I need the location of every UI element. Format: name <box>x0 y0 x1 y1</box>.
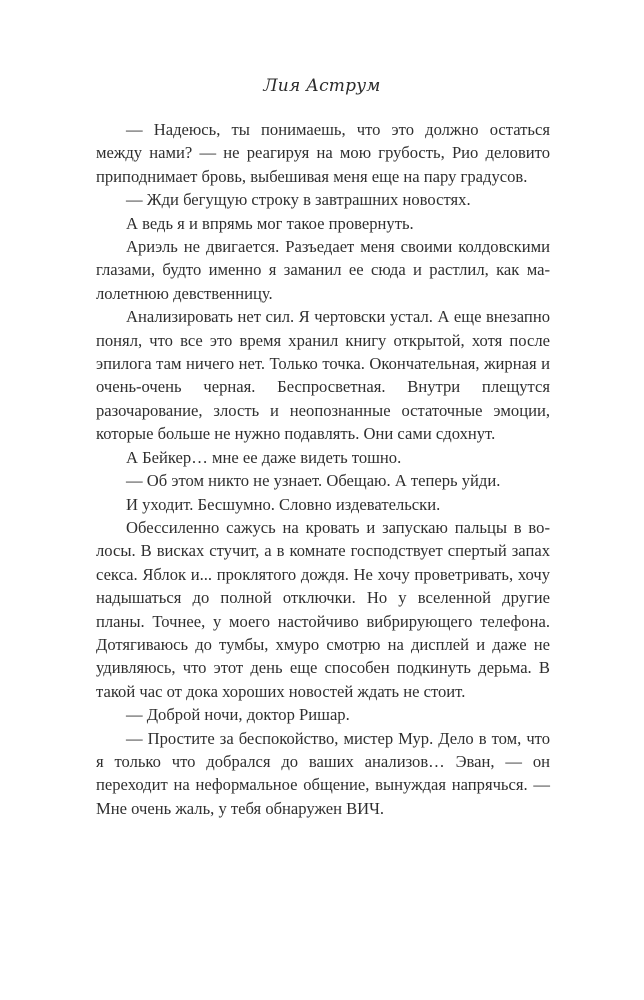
running-head-author: Лия Аструм <box>263 76 381 96</box>
paragraph: Анализировать нет сил. Я чертовски устал. А еще внезапно понял, что все это время хранил книгу открытой, хотя после эпилога там ничего нет. Только точка. Окончательная, жирная и очень-очень черная. Беспросветная. Внутри плещутся разочарование, злость и неопознанные остаточные эмоции, которые больше не нужно подавлять. Они сами сдохнут. <box>96 307 550 444</box>
paragraph: Обессиленно сажусь на кровать и запускаю пальцы в волосы. В висках стучит, а в комнате господствует спертый запах секса. Яблок и... проклятого дождя. Не хочу проветривать, хочу надышаться до полной отключки. Но у вселенной другие планы. Точнее, у моего настойчиво вибрирующего телефона. Дотягиваюсь до тумбы, хмуро смотрю на дисплей и даже не удивляюсь, что этот день еще способен подкинуть дерьма. В такой час от дока хороших новостей ждать не стоит. <box>96 517 550 701</box>
text-body <box>96 118 550 820</box>
paragraph: — Простите за беспокойство, мистер Мур. Дело в том, что я только что добрался до ваших анализов… Эван, — он переходит на неформальное общение, вынуждая напрячься. — Мне очень жаль, у тебя обнаружен ВИЧ. <box>96 728 550 818</box>
paragraph: И уходит. Бесшумно. Словно издевательски. <box>126 494 441 514</box>
paragraph: — Доброй ночи, доктор Ришар. <box>126 705 350 725</box>
paragraph: А ведь я и впрямь мог такое провернуть. <box>126 213 414 233</box>
paragraph: А Бейкер… мне ее даже видеть тошно. <box>126 447 402 467</box>
paragraph: — Надеюсь, ты понимаешь, что это должно остаться между нами? — не реагируя на мою грубость, Рио деловито приподнимает бровь, выбешивая меня еще на пару градусов. <box>96 120 550 186</box>
paragraph: — Жди бегущую строку в завтрашних новостях. <box>126 190 471 210</box>
paragraph: — Об этом никто не узнает. Обещаю. А теперь уйди. <box>126 471 501 491</box>
paragraph: Ариэль не двигается. Разъедает меня своими колдовскими глазами, будто именно я заманил ее сюда и растлил, как малолетнюю девственницу. <box>96 237 550 303</box>
